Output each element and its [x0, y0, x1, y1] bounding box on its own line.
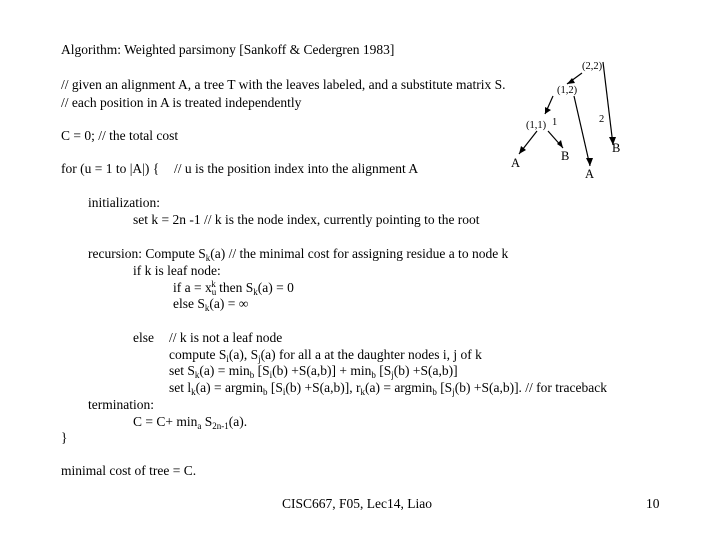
page-number: 10 — [646, 496, 660, 511]
set-l-line: set $l_k(a) = argmin_b$ $[S_i(b) +S(a,b)]$, $r_k(a) = argmin_b$ $[S_j(b) +S(a,b)]$. // for traceback — [169, 380, 608, 397]
termination-label: termination: — [88, 397, 154, 412]
else-label: else — [133, 330, 154, 345]
footer-text: CISC667, F05, Lec14, Liao — [282, 496, 432, 511]
cost-init-line: C = 0; // the total cost — [61, 128, 179, 143]
initialization-line: set k = 2n -1 // k is the node index, currently pointing to the root — [133, 212, 480, 227]
loop-prefix: for (u = 1 to |A|) { — [61, 161, 160, 176]
arrowhead — [557, 140, 563, 148]
compute-line: compute $S_i(a)$, $S_j(a)$ for all a at the daughter nodes i, j of k — [169, 347, 482, 364]
slide-title: Algorithm: Weighted parsimony [Sankoff & Cedergren 1983] — [61, 42, 395, 57]
loop-comment: // u is the position index into the alignment A — [173, 161, 419, 176]
arrowhead — [586, 158, 593, 166]
tree-node-label: (1,1) — [526, 120, 547, 131]
termination-line: $C = C+ \min_a S_{2n-1}(a)$. — [133, 414, 248, 431]
else-comment: // k is not a leaf node — [169, 330, 283, 345]
else-s-line: else $S_k(a)$ = ∞ — [173, 296, 249, 313]
comment-line: // given an alignment A, a tree T with the leaves labeled, and a substitute matrix S. — [61, 77, 506, 92]
closing-brace: } — [61, 430, 68, 445]
tree-leaf-label: B — [561, 149, 570, 163]
comment-line: // each position in A is treated independently — [61, 95, 302, 110]
if-leaf-line: if k is leaf node: — [133, 263, 221, 278]
loop-header — [61, 162, 418, 176]
tree-edge — [603, 62, 613, 145]
initialization-label: initialization: — [88, 195, 160, 210]
tree-node-label: (2,2) — [582, 61, 603, 72]
result-line: minimal cost of tree = C. — [61, 463, 197, 478]
recursion-line: recursion: Compute $S_k(a)$ // the minimal cost for assigning residue a to node k — [88, 246, 509, 263]
tree-leaf-label: B — [612, 141, 621, 155]
tree-leaf-label: A — [585, 167, 595, 181]
tree-node-label: 1 — [552, 117, 558, 128]
set-s-line: set $S_k(a) = \min_b [S_i(b) +S(a,b)] + \min_b [S_j(b) +S(a,b)]$ — [169, 363, 458, 380]
tree-leaf-label: A — [511, 156, 521, 170]
tree-node-label: (1,2) — [557, 85, 578, 96]
tree-node-label: 2 — [599, 114, 605, 125]
if-a-line: if $a = x_u^k$ then $S_k(a) = 0$ — [173, 279, 294, 297]
tree-edge — [574, 96, 590, 166]
